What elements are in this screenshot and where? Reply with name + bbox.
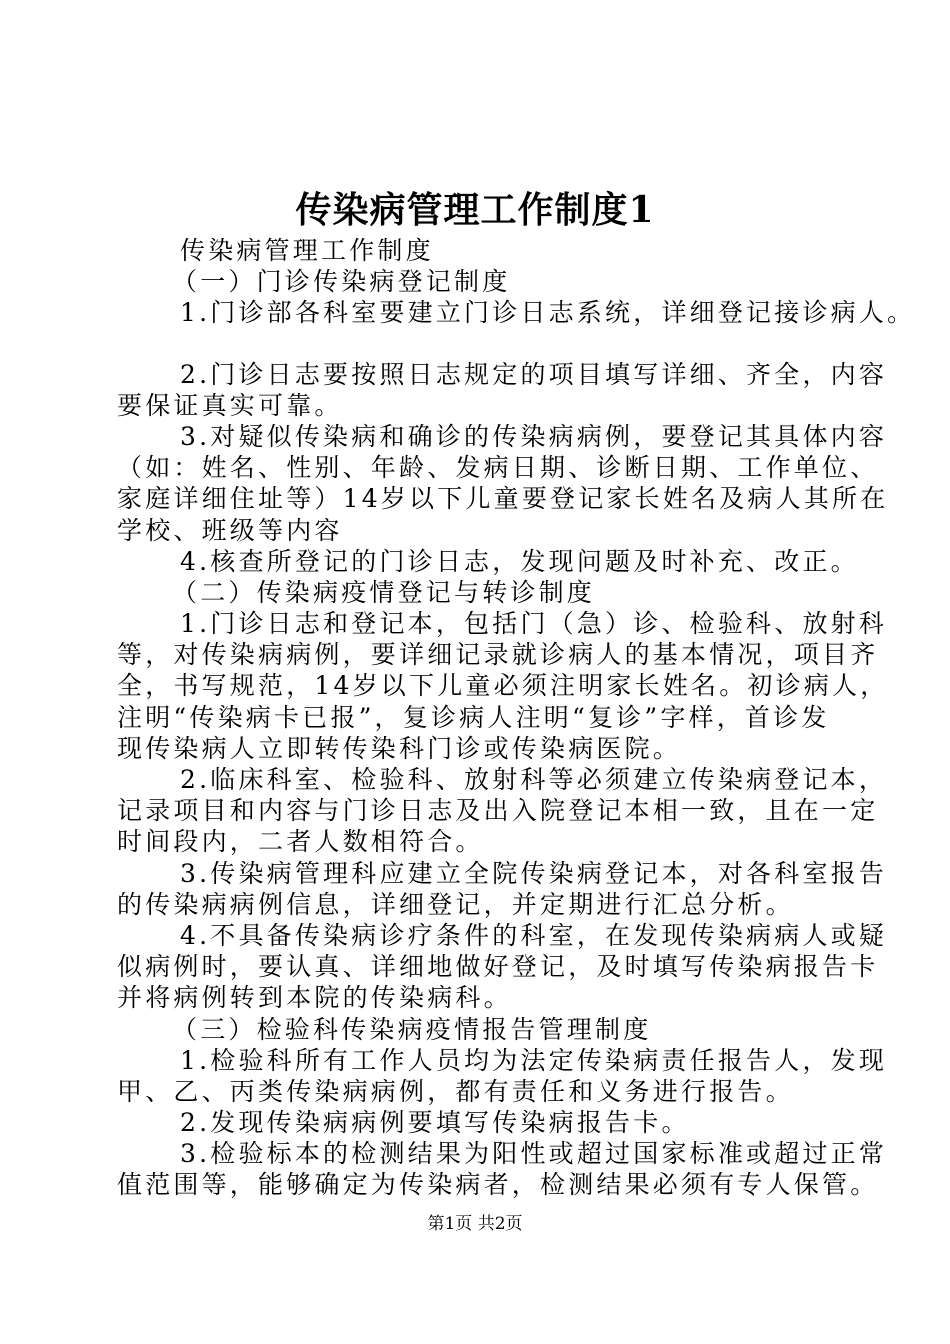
- section-heading: （一）门诊传染病登记制度: [172, 267, 511, 297]
- paragraph-line: 2.门诊日志要按照日志规定的项目填写详细、齐全，内容: [180, 359, 888, 389]
- paragraph-line: 注明“传染病卡已报”，复诊病人注明“复诊”字样，首诊发: [117, 702, 830, 732]
- paragraph-line: 2.发现传染病病例要填写传染病报告卡。: [180, 1108, 690, 1138]
- paragraph-line: 现传染病人立即转传染科门诊或传染病医院。: [117, 733, 682, 763]
- paragraph-line: 要保证真实可靠。: [117, 390, 343, 420]
- paragraph-line: （如：姓名、性别、年龄、发病日期、诊断日期、工作单位、: [117, 453, 879, 483]
- paragraph-line: 1.门诊部各科室要建立门诊日志系统，详细登记接诊病人。: [180, 298, 916, 328]
- paragraph-line: 甲、乙、丙类传染病病例，都有责任和义务进行报告。: [117, 1076, 794, 1106]
- page-footer: 第1页 共2页: [427, 1214, 523, 1234]
- paragraph-line: 记录项目和内容与门诊日志及出入院登记本相一致，且在一定: [117, 796, 879, 826]
- paragraph-line: 3.检验标本的检测结果为阳性或超过国家标准或超过正常: [180, 1139, 888, 1169]
- paragraph-line: 等，对传染病病例，要详细记录就诊病人的基本情况，项目齐: [117, 640, 879, 670]
- paragraph-line: 1.门诊日志和登记本，包括门（急）诊、检验科、放射科: [180, 609, 888, 639]
- paragraph-line: 4.核查所登记的门诊日志，发现问题及时补充、改正。: [180, 546, 859, 576]
- section-heading: （三）检验科传染病疫情报告管理制度: [172, 1014, 652, 1044]
- paragraph-line: 3.传染病管理科应建立全院传染病登记本，对各科室报告: [180, 858, 888, 888]
- paragraph-line: 4.不具备传染病诊疗条件的科室，在发现传染病病人或疑: [180, 920, 888, 950]
- paragraph-line: 家庭详细住址等）14岁以下儿童要登记家长姓名及病人其所在: [117, 484, 889, 514]
- document-body: [117, 235, 916, 1201]
- paragraph-line: 1.检验科所有工作人员均为法定传染病责任报告人，发现: [180, 1045, 888, 1075]
- paragraph-line: 学校、班级等内容: [117, 515, 343, 545]
- paragraph-line: 并将病例转到本院的传染病科。: [117, 983, 512, 1013]
- paragraph-line: 2.临床科室、检验科、放射科等必须建立传染病登记本，: [180, 765, 888, 794]
- paragraph-line: 时间段内，二者人数相符合。: [117, 827, 484, 857]
- blank-line: [117, 329, 847, 359]
- paragraph-line: 传染病管理工作制度: [180, 236, 434, 265]
- section-heading: （二）传染病疫情登记与转诊制度: [172, 577, 596, 607]
- paragraph-line: 3.对疑似传染病和确诊的传染病病例，要登记其具体内容: [180, 421, 888, 451]
- paragraph-line: 似病例时，要认真、详细地做好登记，及时填写传染病报告卡: [117, 952, 879, 982]
- document-title: 传染病管理工作制度1: [295, 189, 655, 231]
- paragraph-line: 值范围等，能够确定为传染病者，检测结果必须有专人保管。: [117, 1170, 879, 1200]
- paragraph-line: 全，书写规范，14岁以下儿童必须注明家长姓名。初诊病人，: [117, 671, 889, 701]
- paragraph-line: 的传染病病例信息，详细登记，并定期进行汇总分析。: [117, 889, 794, 919]
